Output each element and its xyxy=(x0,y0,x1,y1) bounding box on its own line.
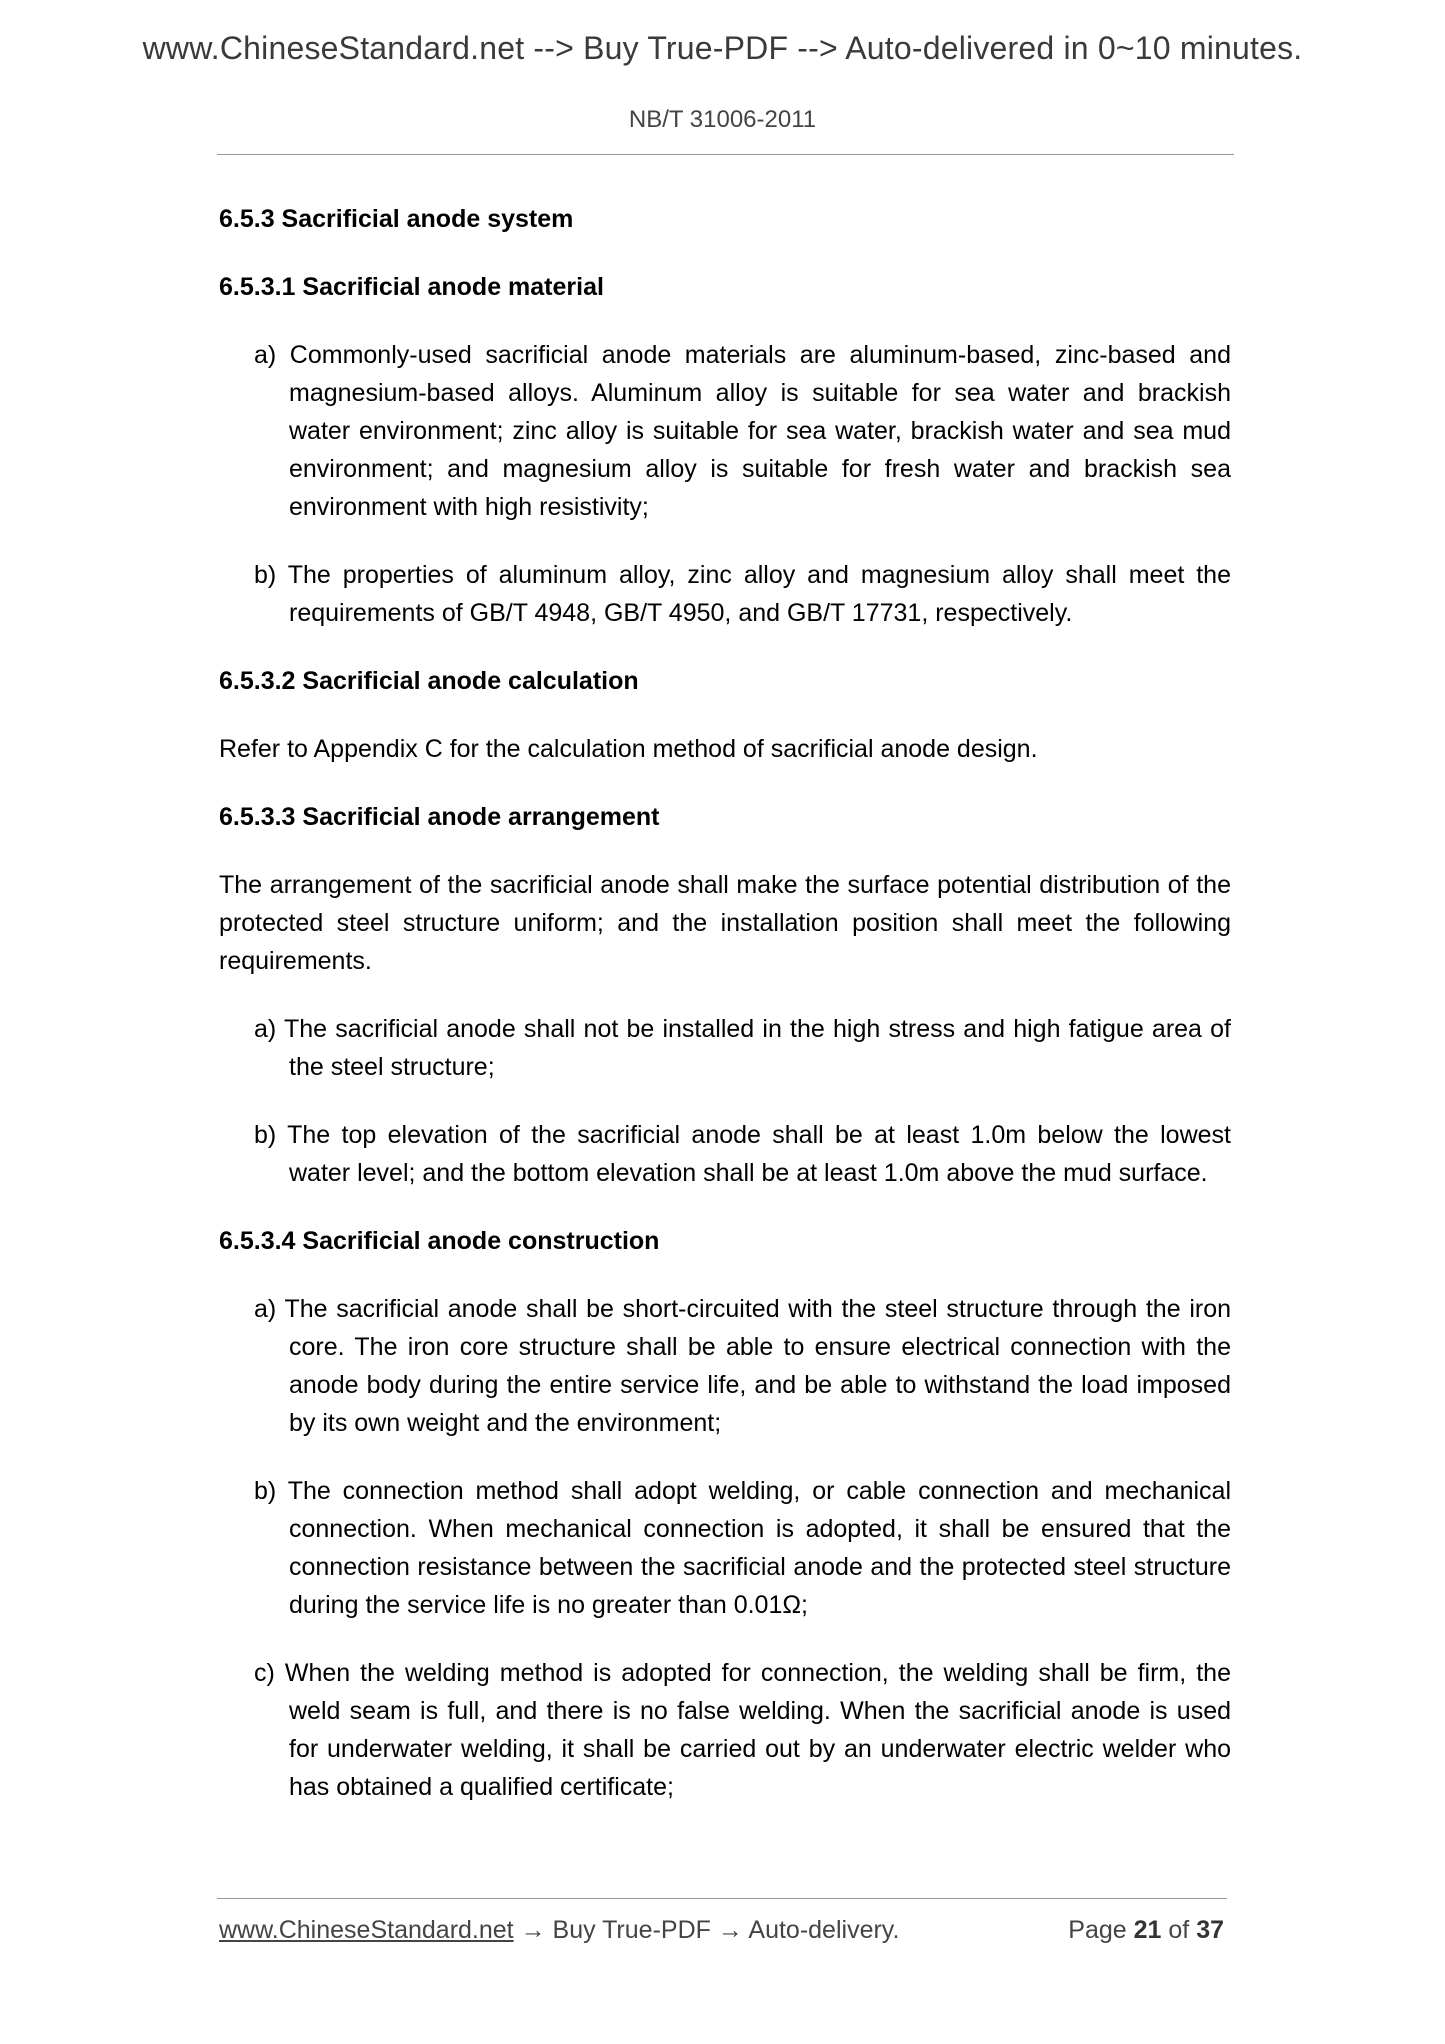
total-pages: 37 xyxy=(1196,1916,1224,1944)
section-heading-6-5-3: 6.5.3 Sacrificial anode system xyxy=(219,205,574,233)
list-item-construction-b: b) The connection method shall adopt welding, or cable connection and mechanical connection. When mechanical connection is adopted, it shall be ensured that the connection resistance between the sacrificial anode and the protected steel structure during the service life is no greater than 0.01Ω; xyxy=(254,1477,1231,1619)
footer-promo-text: → Buy True-PDF → Auto-delivery. xyxy=(513,1916,900,1944)
standard-code: NB/T 31006-2011 xyxy=(628,106,817,133)
footer-promo xyxy=(219,1916,899,1945)
section-heading-6-5-3-2: 6.5.3.2 Sacrificial anode calculation xyxy=(219,667,639,695)
document-body xyxy=(219,200,1231,1836)
header-divider xyxy=(217,154,1234,155)
of-label: of xyxy=(1168,1916,1190,1944)
paragraph-arrangement: The arrangement of the sacrificial anode shall make the surface potential distribution of the protected steel structure uniform; and the installation position shall meet the following requirements. xyxy=(219,871,1231,975)
list-item-arrangement-b: b) The top elevation of the sacrificial anode shall be at least 1.0m below the lowest water level; and the bottom elevation shall be at least 1.0m above the mud surface. xyxy=(254,1121,1231,1187)
list-item-construction-c: c) When the welding method is adopted for connection, the welding shall be firm, the weld seam is full, and there is no false welding. When the sacrificial anode is used for underwater welding, it shall be carried out by an underwater electric welder who has obtained a qualified certificate; xyxy=(254,1659,1231,1801)
paragraph-calculation: Refer to Appendix C for the calculation method of sacrificial anode design. xyxy=(219,735,1038,763)
list-item-material-a: a) Commonly-used sacrificial anode materials are aluminum-based, zinc-based and magnesium-based alloys. Aluminum alloy is suitable for sea water and brackish water environment; zinc alloy is suitable for sea water, brackish water and sea mud environment; and magnesium alloy is suitable for fresh water and brackish sea environment with high resistivity; xyxy=(254,341,1231,521)
footer-site-link[interactable]: www.ChineseStandard.net xyxy=(219,1916,514,1944)
header-banner: www.ChineseStandard.net --> Buy True-PDF --> Auto-delivered in 0~10 minutes. xyxy=(142,30,1303,66)
page-indicator xyxy=(1068,1916,1224,1945)
footer-divider xyxy=(217,1898,1227,1899)
list-item-construction-a: a) The sacrificial anode shall be short-circuited with the steel structure through the iron core. The iron core structure shall be able to ensure electrical connection with the anode body during the entire service life, and be able to withstand the load imposed by its own weight and the environment; xyxy=(254,1295,1231,1437)
page-number: 21 xyxy=(1133,1916,1162,1944)
page-label: Page xyxy=(1068,1916,1127,1944)
section-heading-6-5-3-4: 6.5.3.4 Sacrificial anode construction xyxy=(219,1227,660,1255)
list-item-arrangement-a: a) The sacrificial anode shall not be installed in the high stress and high fatigue area of the steel structure; xyxy=(254,1015,1231,1081)
section-heading-6-5-3-1: 6.5.3.1 Sacrificial anode material xyxy=(219,273,604,301)
section-heading-6-5-3-3: 6.5.3.3 Sacrificial anode arrangement xyxy=(219,803,660,831)
list-item-material-b: b) The properties of aluminum alloy, zinc alloy and magnesium alloy shall meet the requirements of GB/T 4948, GB/T 4950, and GB/T 17731, respectively. xyxy=(254,561,1231,627)
